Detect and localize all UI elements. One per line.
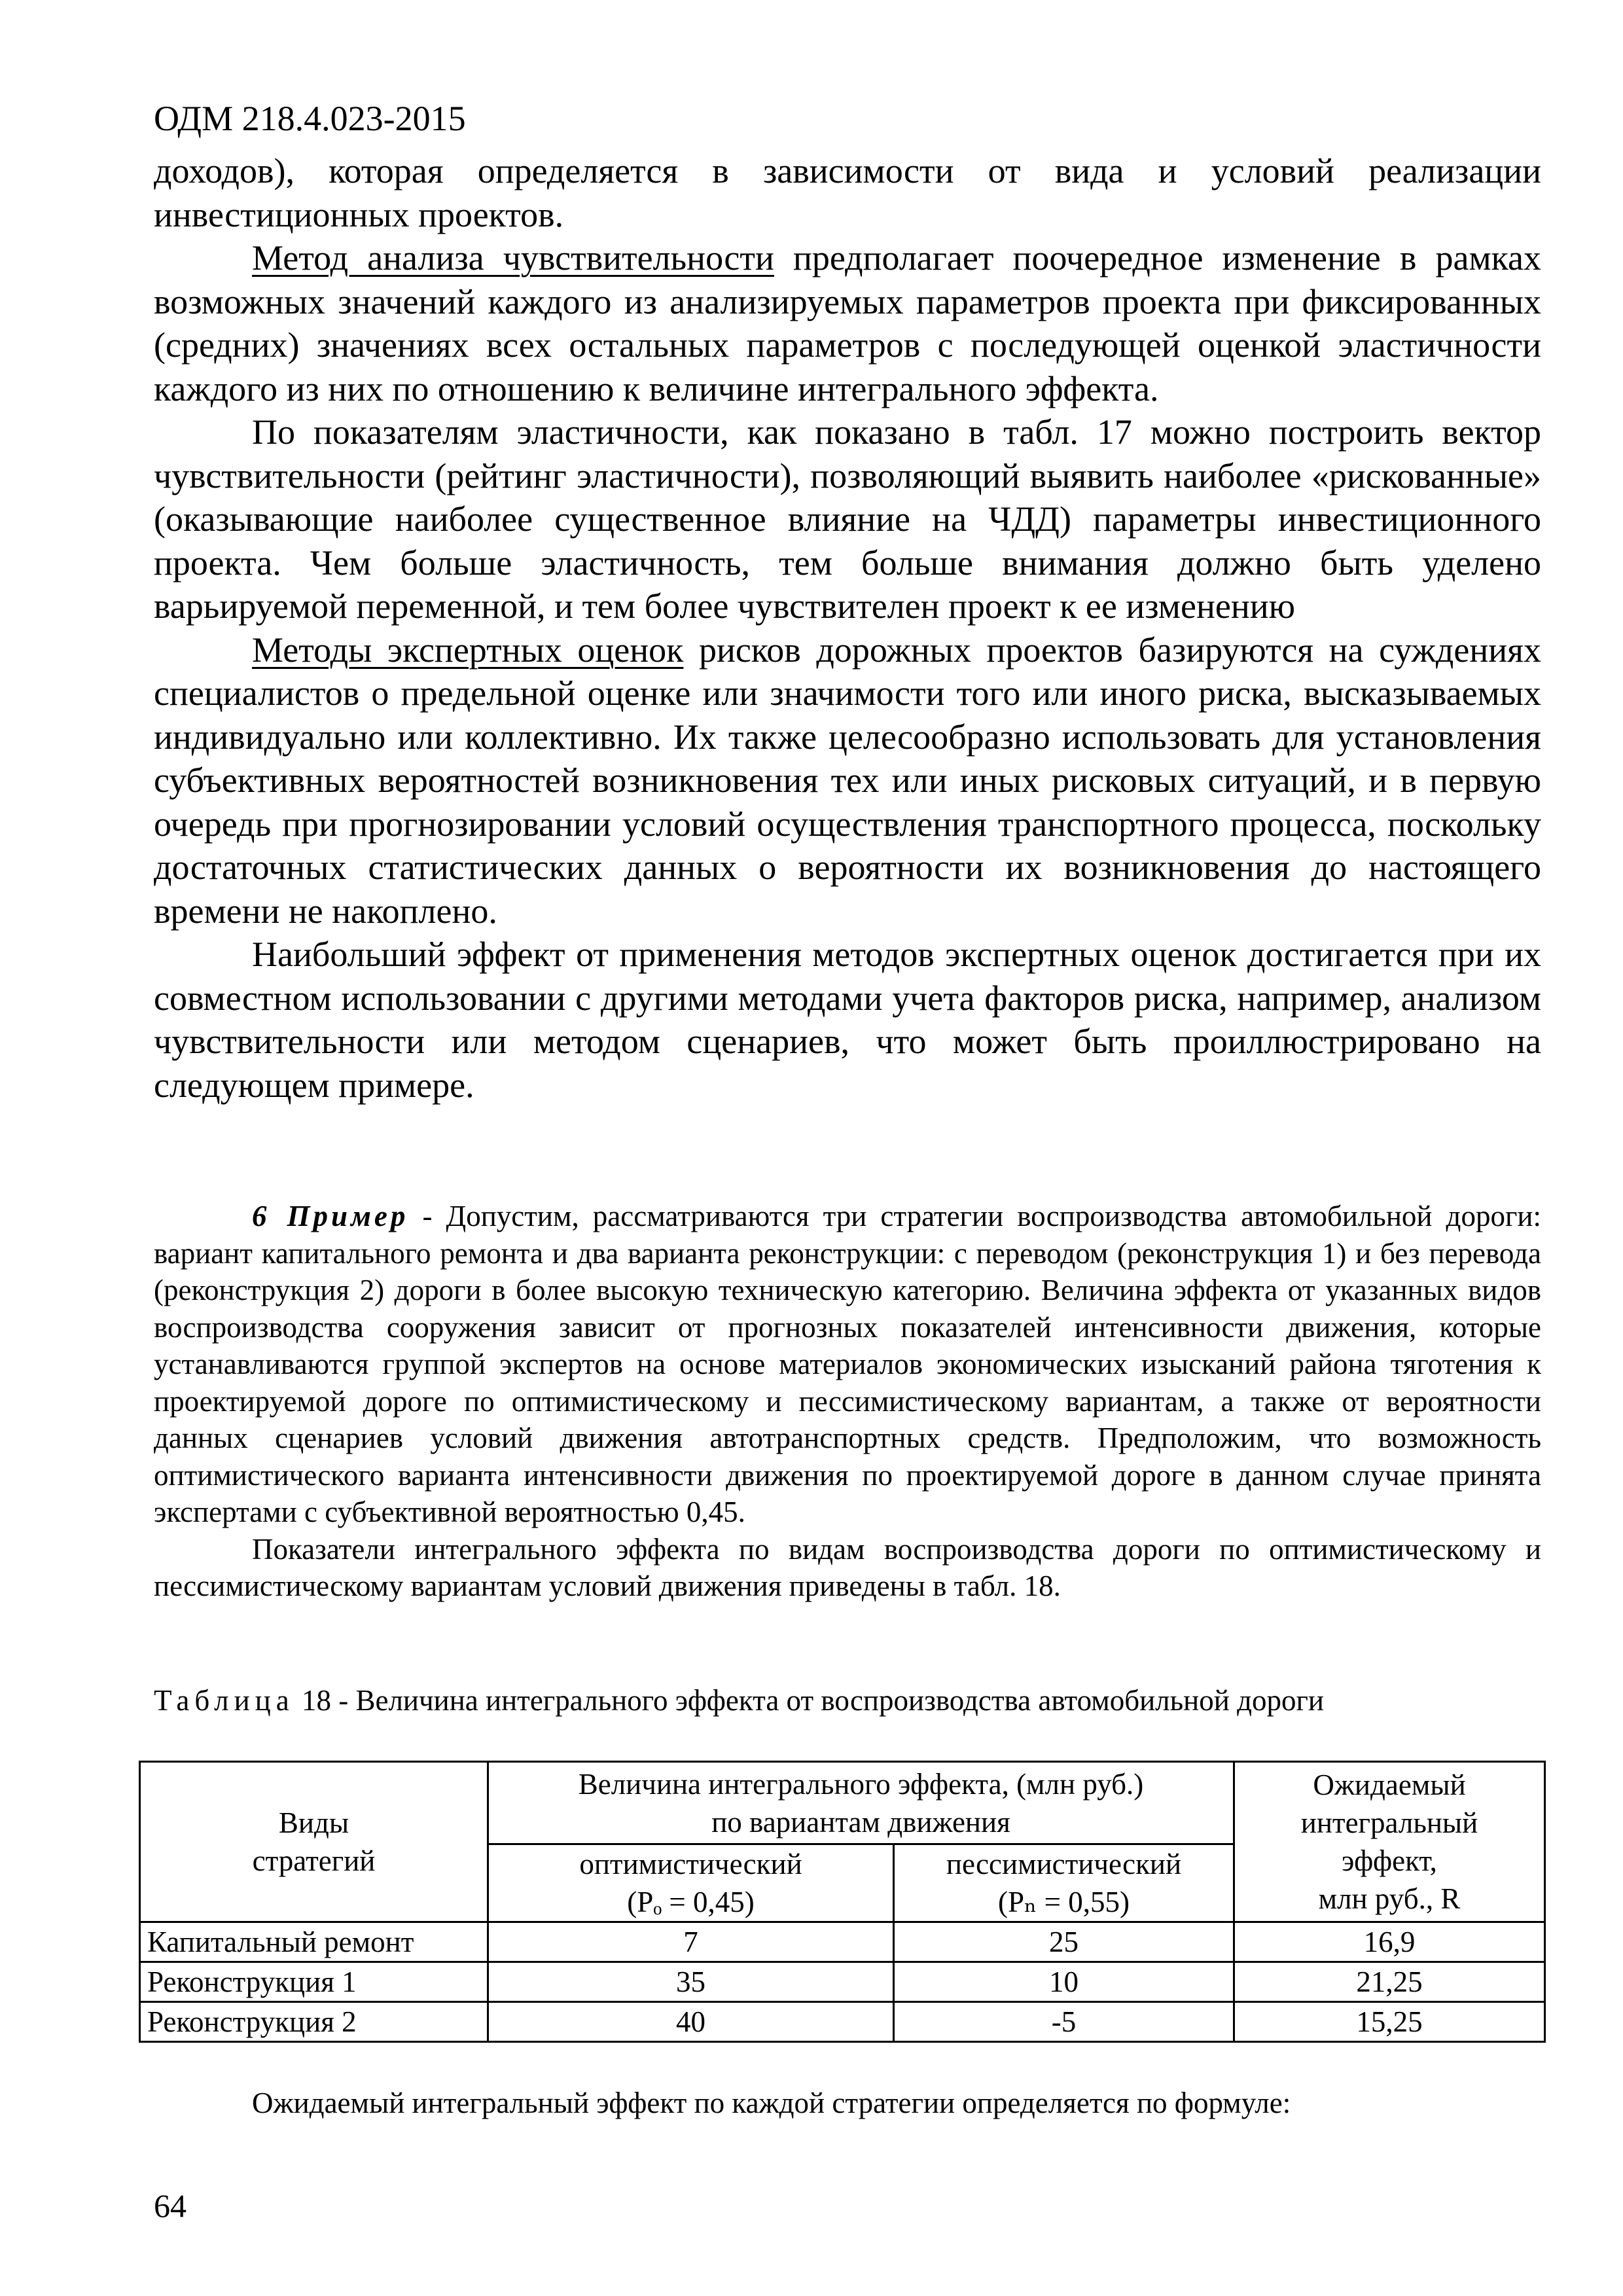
header-pessimistic-line-1: пессимистический [946,1848,1182,1880]
term-expert-methods: Методы экспертных оценок [252,630,684,670]
row-3-optimistic: 40 [488,2002,894,2042]
table-row [140,2002,1545,2042]
header-expected-line-4: млн руб., R [1318,1882,1461,1915]
paragraph-2 [154,236,1541,410]
header-pessimistic [894,1844,1234,1922]
row-3-pessimistic: -5 [894,2002,1234,2042]
paragraph-4 [154,628,1541,933]
table-row [140,1922,1545,1962]
table-caption-label: Таблица [154,1684,294,1717]
paragraph-1: доходов), которая определяется в зависимости от вида и условий реализации инвестиционных проектов. [154,151,1541,234]
paragraph-3: По показателям эластичности, как показано в табл. 17 можно построить вектор чувствительности (рейтинг эластичности), позволяющий выявить наиболее «рискованные» (оказывающие наиболее существенное влияние на ЧДД) параметры инвестиционного проекта. Чем больше эластичность, тем больше внимания должно быть уделено варьируемой переменной, и тем более чувствителен проект к ее изменению [154,412,1541,626]
example-block [154,1198,1541,1605]
row-1-pessimistic: 25 [894,1922,1234,1962]
example-text: - Допустим, рассматриваются три стратегии воспроизводства автомобильной дороги: вариант капитального ремонта и два варианта реконструкции: с переводом (реконструкция 1) и без перевода (реконструкция 2) дороги в более высокую техническую категорию. Величина эффекта от указанных видов воспроизводства сооружения зависит от прогнозных показателей интенсивности движения, которые устанавливаются группой экспертов на основе материалов экономических изысканий района тяготения к проектируемой дороге по оптимистическому и пессимистическому вариантам, а также от вероятности данных сценариев условий движения автотранспортных средств. Предположим, что возможность оптимистического варианта интенсивности движения по проектируемой дороге в данном случае принята экспертами с субъективной вероятностью 0,45. [154,1200,1541,1528]
term-sensitivity-analysis: Метод анализа чувствительности [252,238,774,278]
header-optimistic [488,1844,894,1922]
document-code: ОДМ 218.4.023-2015 [154,99,466,138]
row-2-expected: 21,25 [1234,1962,1545,2002]
row-1-strategy: Капитальный ремонт [140,1922,488,1962]
header-expected-line-1: Ожидаемый [1313,1768,1466,1801]
header-strategy-line-1: Виды [278,1806,349,1839]
header-optimistic-line-1: оптимистический [579,1848,802,1880]
header-effect-line-1: Величина интегрального эффекта, (млн руб.) [578,1767,1144,1801]
header-expected [1234,1762,1545,1922]
header-strategy [140,1762,488,1922]
example-paragraph [154,1198,1541,1531]
header-effect [488,1762,1234,1844]
row-1-expected: 16,9 [1234,1922,1545,1962]
paragraph-2-text: предполагает поочередное изменение в рамках возможных значений каждого из анализируемых параметров проекта при фиксированных (средних) значениях всех остальных параметров с последующей оценкой эластичности каждого из них по отношению к величине интегрального эффекта. [154,238,1541,408]
row-3-expected: 15,25 [1234,2002,1545,2042]
row-1-optimistic: 7 [488,1922,894,1962]
table-caption-text: 18 - Величина интегрального эффекта от воспроизводства автомобильной дороги [294,1684,1325,1717]
row-3-strategy: Реконструкция 2 [140,2002,488,2042]
header-expected-line-2: интегральный [1300,1806,1478,1839]
table-caption [154,1682,1541,1719]
page-number: 64 [154,2187,187,2224]
table-row [140,1962,1545,2002]
row-2-strategy: Реконструкция 1 [140,1962,488,2002]
header-strategy-line-2: стратегий [252,1844,376,1877]
paragraph-5: Наибольший эффект от применения методов экспертных оценок достигается при их совместном использовании с другими методами учета факторов риска, например, анализом чувствительности или методом сценариев, что может быть проиллюстрировано на следующем примере. [154,935,1541,1105]
formula-intro: Ожидаемый интегральный эффект по каждой стратегии определяется по формуле: [252,2087,1291,2119]
row-2-optimistic: 35 [488,1962,894,2002]
header-pessimistic-line-2: (Pₙ = 0,55) [997,1886,1130,1918]
header-effect-line-2: по вариантам движения [711,1805,1010,1839]
table-18 [139,1761,1546,2043]
example-paragraph-2: Показатели интегрального эффекта по видам воспроизводства дороги по оптимистическому и пессимистическому вариантам условий движения приведены в табл. 18. [154,1532,1541,1602]
header-expected-line-3: эффект, [1342,1844,1437,1877]
header-optimistic-line-2: (Pₒ = 0,45) [627,1886,755,1918]
main-text [154,149,1541,1107]
paragraph-4-text: рисков дорожных проектов базируются на суждениях специалистов о предельной оценке или значимости того или иного риска, высказываемых индивидуально или коллективно. Их также целесообразно использовать для установления субъективных вероятностей возникновения тех или иных рисковых ситуаций, и в первую очередь при прогнозировании условий осуществления транспортного процесса, поскольку достаточных статистических данных о вероятности их возникновения до настоящего времени не накоплено. [154,630,1541,931]
row-2-pessimistic: 10 [894,1962,1234,2002]
example-label: 6 Пример [252,1200,409,1232]
